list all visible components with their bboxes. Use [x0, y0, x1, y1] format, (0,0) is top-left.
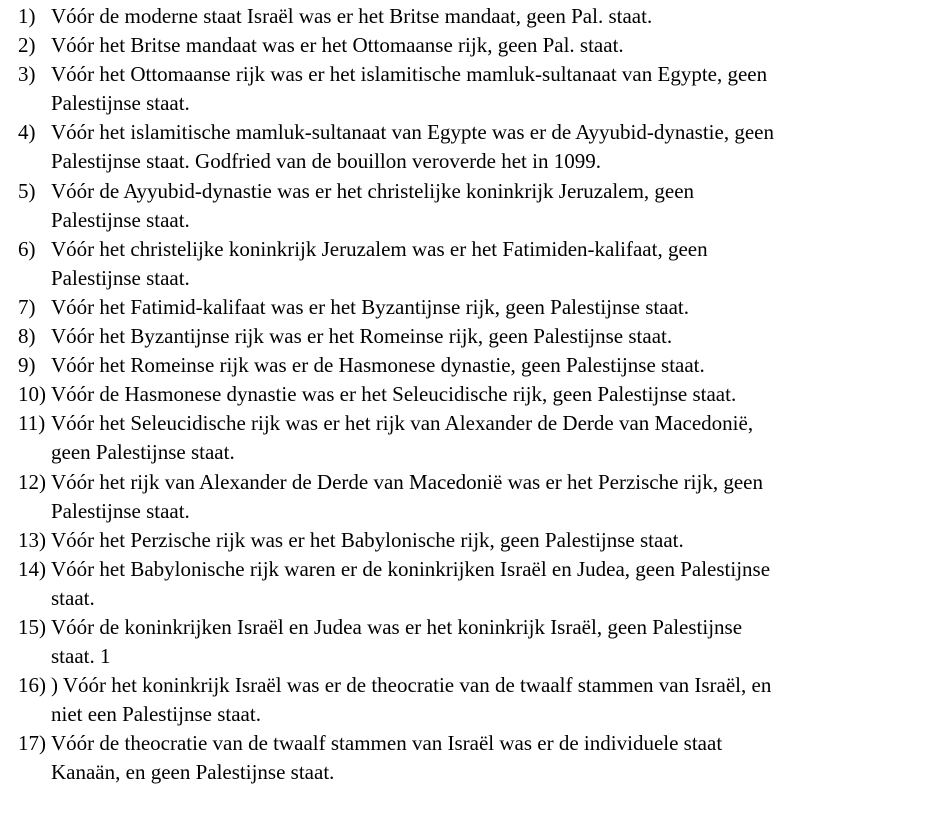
list-item-text [51, 235, 938, 293]
list-item [18, 671, 938, 729]
list-item-text [51, 526, 938, 555]
list-item-line: Palestijnse staat. [51, 91, 190, 116]
list-item-line: Vóór het rijk van Alexander de Derde van Macedonië was er het Perzische rijk, geen [51, 469, 763, 494]
list-item-line: staat. [51, 585, 95, 610]
list-item [18, 60, 938, 118]
list-item-line: Vóór het Perzische rijk was er het Babylonische rijk, geen Palestijnse staat. [51, 527, 684, 552]
list-item-number: 16) [18, 673, 46, 698]
list-item-text [51, 729, 938, 787]
list-item-number: 9) [18, 353, 36, 378]
list-item-text [51, 60, 938, 118]
list-item-number: 14) [18, 556, 46, 581]
list-item [18, 31, 938, 60]
list-item-text [51, 293, 938, 322]
list-item-line: Vóór het Seleucidische rijk was er het rijk van Alexander de Derde van Macedonië, [51, 411, 754, 436]
list-item-line: Vóór de koninkrijken Israël en Judea was er het koninkrijk Israël, geen Palestijnse [51, 614, 743, 639]
list-item [18, 351, 938, 380]
list-item-line: Vóór het islamitische mamluk-sultanaat van Egypte was er de Ayyubid-dynastie, geen [51, 120, 774, 145]
list-item [18, 555, 938, 613]
list-item-line: Vóór het Byzantijnse rijk was er het Romeinse rijk, geen Palestijnse staat. [51, 324, 673, 349]
list-item-number: 4) [18, 120, 36, 145]
list-item-line: geen Palestijnse staat. [51, 440, 235, 465]
list-item-number: 7) [18, 294, 36, 319]
list-item-number: 12) [18, 469, 46, 494]
list-item [18, 380, 938, 409]
list-item-number: 8) [18, 324, 36, 349]
list-item-text [51, 409, 938, 467]
list-item-text [51, 351, 938, 380]
list-item-text [51, 380, 938, 409]
list-item-text [51, 177, 938, 235]
list-item-line: ) Vóór het koninkrijk Israël was er de theocratie van de twaalf stammen van Israël, en [51, 673, 772, 698]
list-item [18, 409, 938, 467]
list-item-line: Vóór de theocratie van de twaalf stammen van Israël was er de individuele staat [51, 731, 723, 756]
list-item [18, 293, 938, 322]
list-item-text [51, 555, 938, 613]
numbered-list [18, 2, 938, 788]
list-item-line: Vóór het Babylonische rijk waren er de koninkrijken Israël en Judea, geen Palestijnse [51, 556, 771, 581]
list-item-number: 11) [18, 411, 46, 436]
list-item-line: niet een Palestijnse staat. [51, 702, 261, 727]
list-item [18, 235, 938, 293]
list-item [18, 118, 938, 176]
list-item-number: 3) [18, 62, 36, 87]
list-item-text [51, 613, 938, 671]
list-item-line: Vóór het Romeinse rijk was er de Hasmonese dynastie, geen Palestijnse staat. [51, 353, 705, 378]
list-item [18, 468, 938, 526]
list-item-line: Vóór het Britse mandaat was er het Ottomaanse rijk, geen Pal. staat. [51, 33, 624, 58]
list-item-number: 10) [18, 382, 46, 407]
list-item-number: 6) [18, 236, 36, 261]
list-item [18, 729, 938, 787]
list-item [18, 613, 938, 671]
list-item-text [51, 468, 938, 526]
list-item-line: Vóór de moderne staat Israël was er het Britse mandaat, geen Pal. staat. [51, 4, 653, 28]
list-item-number: 15) [18, 614, 46, 639]
list-item-line: Vóór de Hasmonese dynastie was er het Seleucidische rijk, geen Palestijnse staat. [51, 382, 737, 407]
list-item-text [51, 31, 938, 60]
list-item-number: 2) [18, 33, 36, 58]
list-item-line: Vóór het Ottomaanse rijk was er het islamitische mamluk-sultanaat van Egypte, geen [51, 62, 768, 87]
list-item-line: staat. 1 [51, 644, 111, 669]
list-item-text [51, 322, 938, 351]
list-item [18, 177, 938, 235]
list-item-text [51, 118, 938, 176]
list-item-line: Vóór het Fatimid-kalifaat was er het Byzantijnse rijk, geen Palestijnse staat. [51, 294, 689, 319]
list-item-text [51, 2, 938, 31]
list-item-line: Kanaän, en geen Palestijnse staat. [51, 760, 335, 785]
list-item-line: Palestijnse staat. [51, 207, 190, 232]
list-item-line: Palestijnse staat. [51, 498, 190, 523]
list-item-text [51, 671, 938, 729]
list-item [18, 2, 938, 31]
list-item-number: 1) [18, 4, 36, 28]
list-item-line: Palestijnse staat. Godfried van de bouillon veroverde het in 1099. [51, 149, 601, 174]
list-item-number: 17) [18, 731, 46, 756]
list-item-number: 13) [18, 527, 46, 552]
list-item [18, 322, 938, 351]
list-item-line: Vóór het christelijke koninkrijk Jeruzalem was er het Fatimiden-kalifaat, geen [51, 236, 708, 261]
list-item-number: 5) [18, 178, 36, 203]
list-item-line: Palestijnse staat. [51, 265, 190, 290]
list-item [18, 526, 938, 555]
list-item-line: Vóór de Ayyubid-dynastie was er het christelijke koninkrijk Jeruzalem, geen [51, 178, 695, 203]
